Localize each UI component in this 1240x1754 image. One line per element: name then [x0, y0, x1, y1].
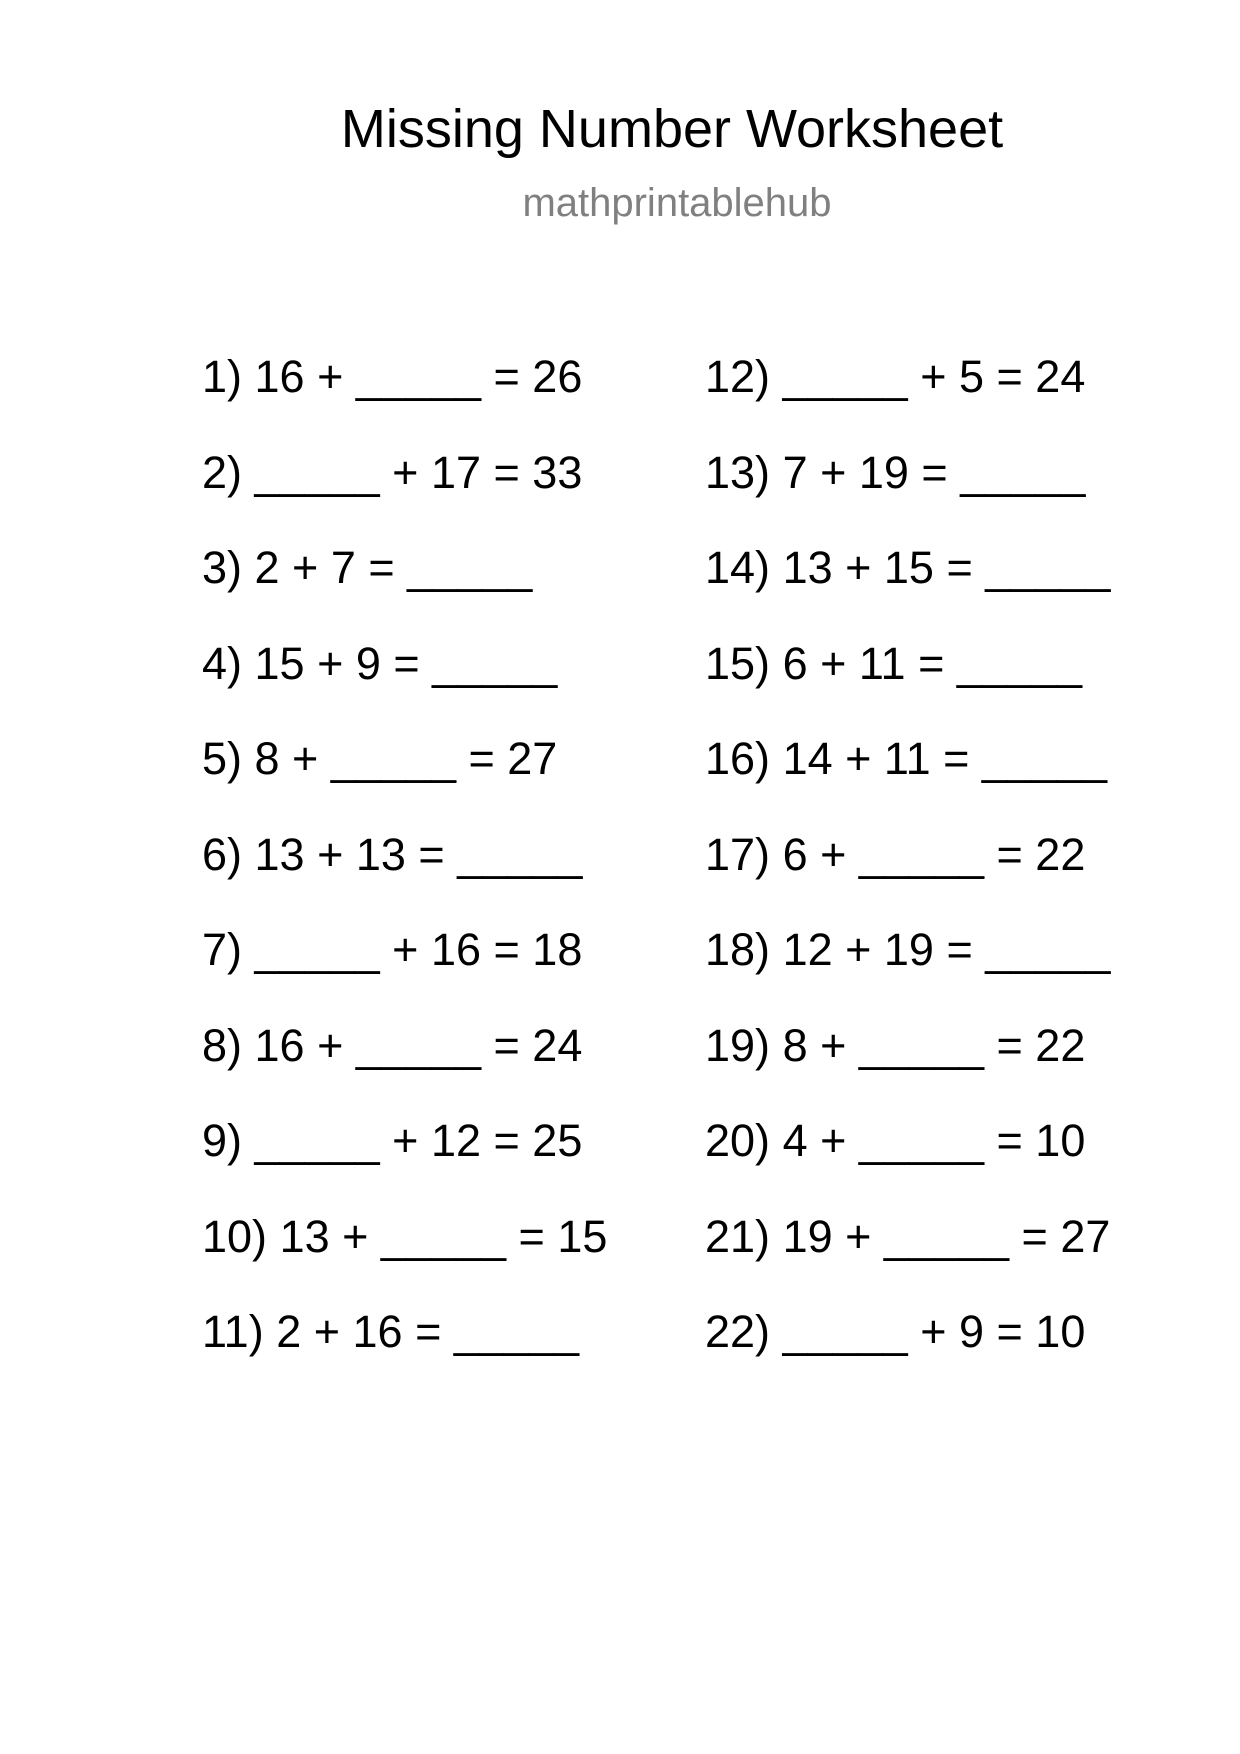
- problem-number: 21): [705, 1210, 771, 1262]
- problem-16: [705, 729, 1110, 825]
- problem-equation: 19 + _____ = 27: [782, 1210, 1111, 1262]
- problem-equation: 16 + _____ = 24: [254, 1019, 583, 1071]
- problem-13: [705, 443, 1110, 539]
- problem-9: [202, 1111, 607, 1207]
- problem-equation: 8 + _____ = 27: [254, 733, 558, 784]
- problem-3: [202, 538, 607, 634]
- problem-number: 19): [705, 1019, 771, 1071]
- problem-5: [202, 729, 607, 825]
- problem-6: [202, 825, 607, 921]
- problem-number: 2): [202, 446, 243, 498]
- problem-1: [202, 347, 607, 443]
- problem-equation: _____ + 12 = 25: [254, 1115, 583, 1166]
- problem-column-left: [202, 347, 607, 1398]
- problem-number: 12): [705, 351, 771, 402]
- problem-number: 5): [202, 733, 243, 784]
- problem-number: 17): [705, 828, 771, 880]
- problem-equation: _____ + 9 = 10: [782, 1306, 1086, 1357]
- worksheet-title: Missing Number Worksheet: [340, 99, 1004, 159]
- problem-11: [202, 1302, 607, 1398]
- problem-equation: 8 + _____ = 22: [782, 1019, 1086, 1071]
- problem-equation: 14 + 11 = _____: [782, 733, 1108, 784]
- problem-number: 13): [705, 446, 771, 498]
- problem-number: 14): [705, 542, 771, 593]
- problem-10: [202, 1207, 607, 1303]
- problem-12: [705, 347, 1110, 443]
- problem-2: [202, 443, 607, 539]
- problem-equation: 12 + 19 = _____: [782, 924, 1111, 975]
- problem-number: 11): [202, 1306, 264, 1357]
- problem-number: 16): [705, 733, 771, 784]
- problem-number: 22): [705, 1306, 771, 1357]
- problem-15: [705, 634, 1110, 730]
- problem-number: 10): [202, 1210, 268, 1262]
- problem-14: [705, 538, 1110, 634]
- problem-number: 18): [705, 924, 771, 975]
- problem-equation: 4 + _____ = 10: [782, 1115, 1086, 1166]
- problem-number: 1): [202, 351, 243, 402]
- problem-equation: _____ + 16 = 18: [254, 924, 583, 975]
- problem-equation: 7 + 19 = _____: [782, 446, 1086, 498]
- problem-8: [202, 1016, 607, 1112]
- problem-18: [705, 920, 1110, 1016]
- problem-equation: 6 + _____ = 22: [782, 828, 1086, 880]
- problem-number: 6): [202, 828, 243, 880]
- problem-equation: 6 + 11 = _____: [782, 637, 1083, 689]
- problem-22: [705, 1302, 1110, 1398]
- problem-equation: 2 + 7 = _____: [254, 542, 533, 593]
- problem-19: [705, 1016, 1110, 1112]
- problem-21: [705, 1207, 1110, 1303]
- problem-equation: 13 + 15 = _____: [782, 542, 1111, 593]
- problem-number: 3): [202, 542, 243, 593]
- problem-number: 20): [705, 1115, 771, 1166]
- problem-equation: 13 + _____ = 15: [279, 1210, 608, 1262]
- problem-number: 15): [705, 637, 771, 689]
- problem-equation: 15 + 9 = _____: [254, 637, 558, 689]
- problem-number: 9): [202, 1115, 243, 1166]
- problem-column-right: [705, 347, 1110, 1398]
- problem-7: [202, 920, 607, 1016]
- worksheet-subtitle: mathprintablehub: [522, 181, 832, 225]
- problem-equation: 2 + 16 = _____: [276, 1306, 580, 1357]
- problem-equation: 16 + _____ = 26: [254, 351, 583, 402]
- problem-17: [705, 825, 1110, 921]
- problem-number: 7): [202, 924, 243, 975]
- problem-number: 4): [202, 637, 243, 689]
- problem-equation: 13 + 13 = _____: [254, 828, 583, 880]
- problem-20: [705, 1111, 1110, 1207]
- problem-4: [202, 634, 607, 730]
- problem-equation: _____ + 5 = 24: [782, 351, 1086, 402]
- problem-number: 8): [202, 1019, 243, 1071]
- problem-equation: _____ + 17 = 33: [254, 446, 583, 498]
